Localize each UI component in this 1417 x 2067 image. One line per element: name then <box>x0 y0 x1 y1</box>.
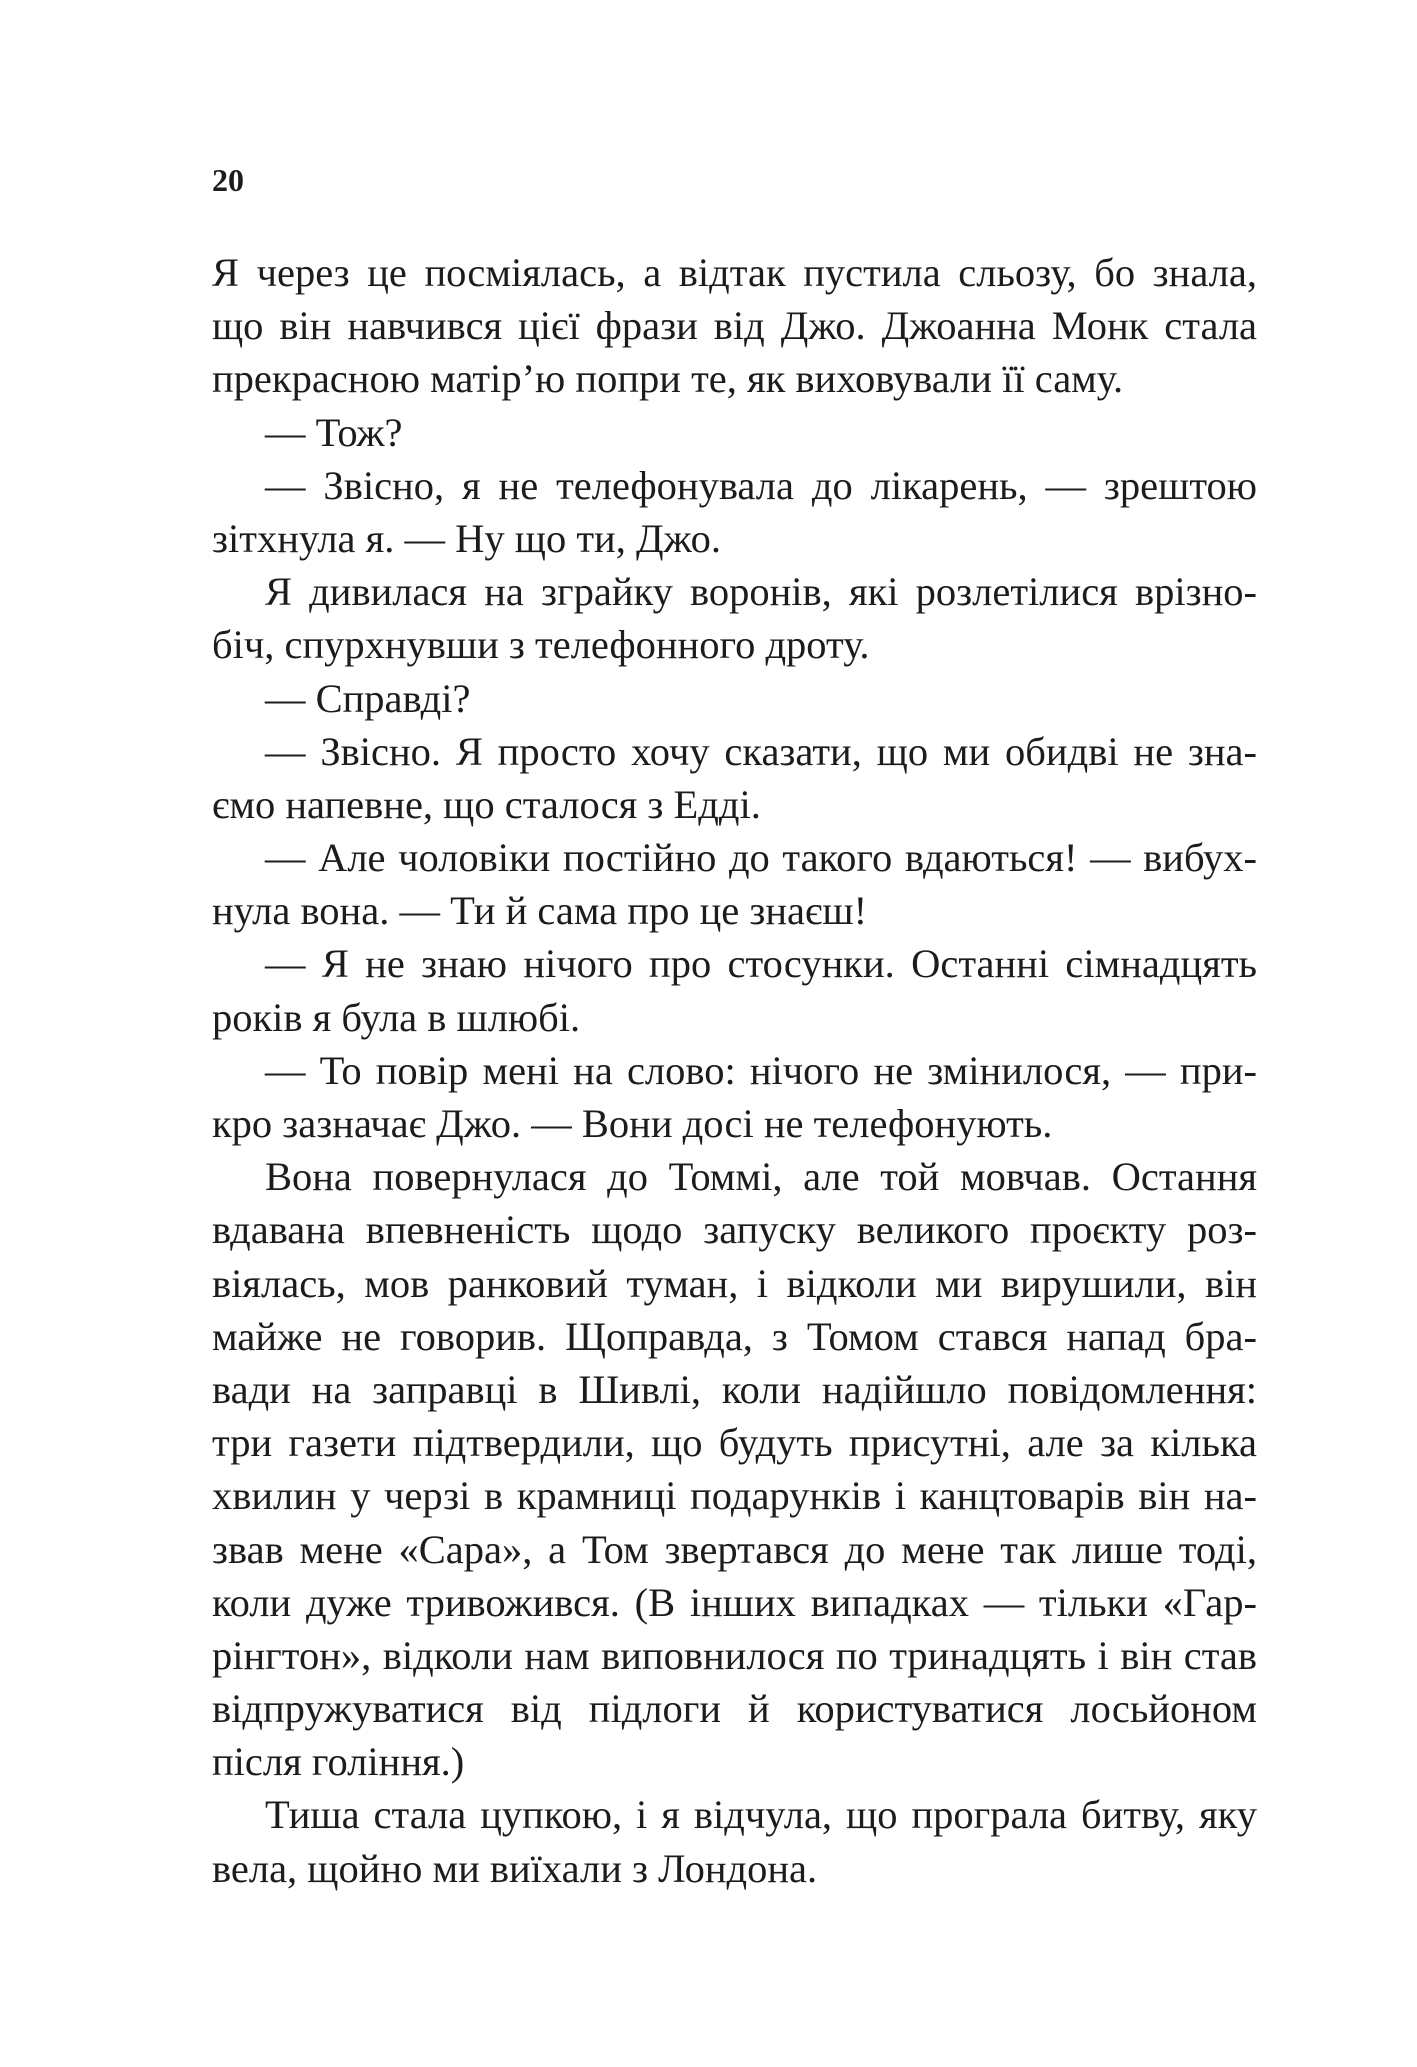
text-line: Тиша стала цупкою, і я відчула, що програла битву, яку <box>265 1792 1257 1838</box>
text-line: — Справді? <box>265 675 471 721</box>
text-line: — Я не знаю нічого про стосунки. Останні сімнадцять <box>265 941 1257 987</box>
text-line: майже не говорив. Щоправда, з Томом стався напад бра- <box>212 1313 1257 1359</box>
text-line: — Звісно. Я просто хочу сказати, що ми обидві не зна- <box>265 728 1257 774</box>
text-line: коли дуже тривожився. (В інших випадках — тільки «Гар- <box>212 1579 1257 1625</box>
text-line: прекрасною матір’ю попри те, як виховували її саму. <box>212 356 1124 402</box>
text-line: кро зазначає Джо. — Вони досі не телефонують. <box>212 1101 1053 1146</box>
text-line: Вона повернулася до Томмі, але той мовчав. Остання <box>265 1154 1257 1200</box>
text-line: — Але чоловіки постійно до такого вдаються! — вибух- <box>265 835 1257 881</box>
text-line: Я через це посміялась, а відтак пустила сльозу, бо знала, <box>212 250 1257 295</box>
text-line: вади на заправці в Шивлі, коли надійшло повідомлення: <box>212 1366 1257 1412</box>
text-line: що він навчився цієї фрази від Джо. Джоанна Монк стала <box>212 303 1257 349</box>
text-line: після гоління.) <box>212 1739 465 1785</box>
text-line: віялась, мов ранковий туман, і відколи ми вирушили, він <box>212 1260 1257 1306</box>
text-line: відпружуватися від підлоги й користуватися лосьйоном <box>212 1686 1257 1732</box>
text-line: три газети підтвердили, що будуть присутні, але за кілька <box>212 1420 1257 1466</box>
text-line: хвилин у черзі в крамниці подарунків і канцтоварів він на- <box>212 1473 1257 1519</box>
text-line: — Тож? <box>265 409 403 455</box>
text-line: вела, щойно ми виїхали з Лондона. <box>212 1845 818 1891</box>
body-text <box>212 246 1257 1895</box>
text-line: — Звісно, я не телефонувала до лікарень, — зрештою <box>265 462 1257 508</box>
text-line: нула вона. — Ти й сама про це знаєш! <box>212 888 868 934</box>
text-line: звав мене «Сара», а Том звертався до мене так лише тоді, <box>212 1526 1257 1572</box>
text-line: біч, спурхнувши з телефонного дроту. <box>212 622 870 668</box>
text-line: — То повір мені на слово: нічого не змінилося, — при- <box>265 1047 1257 1093</box>
text-line: ємо напевне, що сталося з Едді. <box>212 781 761 827</box>
text-line: років я була в шлюбі. <box>212 994 581 1040</box>
page-number: 20 <box>212 162 244 198</box>
text-line: вдавана впевненість щодо запуску великого проєкту роз- <box>212 1207 1257 1253</box>
text-line: рінгтон», відколи нам виповнилося по тринадцять і він став <box>212 1632 1257 1678</box>
text-line: Я дивилася на зграйку воронів, які розлетілися врізно- <box>265 569 1257 615</box>
text-line: зітхнула я. — Ну що ти, Джо. <box>212 515 721 561</box>
